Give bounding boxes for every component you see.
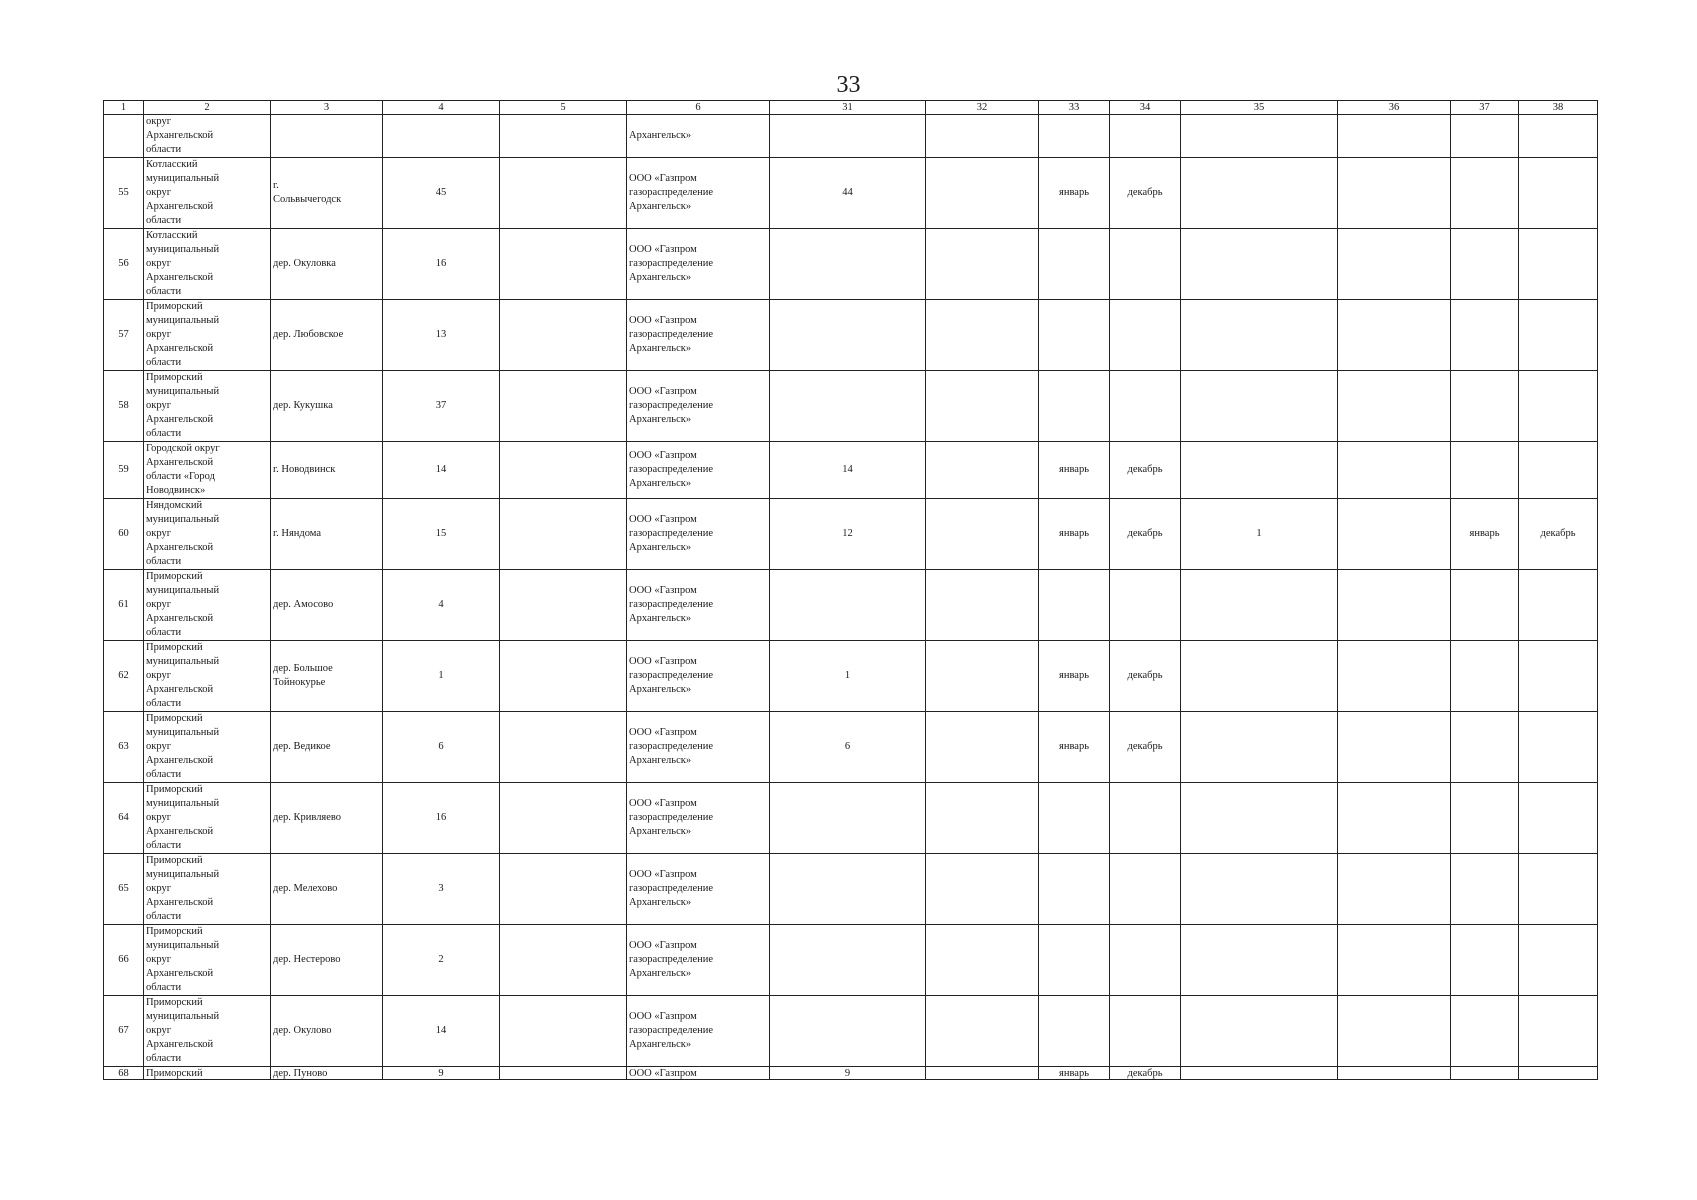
cell-c4: 16	[383, 229, 500, 300]
cell-c5	[500, 371, 627, 442]
table-row	[104, 158, 1598, 229]
cell-c31: 14	[770, 442, 926, 499]
cell-c36	[1338, 1067, 1451, 1080]
cell-c5	[500, 925, 627, 996]
column-header: 31	[770, 101, 926, 115]
cell-org: ООО «Газпром газораспределение Архангельск»	[627, 300, 770, 371]
cell-c33	[1039, 854, 1110, 925]
cell-n: 56	[104, 229, 144, 300]
cell-c36	[1338, 570, 1451, 641]
cell-c32	[926, 854, 1039, 925]
cell-municipality: Приморский муниципальный округ Архангельской области	[144, 570, 271, 641]
cell-c34	[1110, 300, 1181, 371]
cell-c4: 3	[383, 854, 500, 925]
cell-n: 57	[104, 300, 144, 371]
table-row	[104, 641, 1598, 712]
table-row	[104, 1067, 1598, 1080]
cell-c33: январь	[1039, 641, 1110, 712]
cell-municipality: Няндомский муниципальный округ Архангельской области	[144, 499, 271, 570]
cell-c34: декабрь	[1110, 1067, 1181, 1080]
cell-c31: 1	[770, 641, 926, 712]
cell-c38	[1519, 442, 1598, 499]
cell-settlement: г. Новодвинск	[271, 442, 383, 499]
cell-c34	[1110, 115, 1181, 158]
cell-c34	[1110, 570, 1181, 641]
cell-n: 65	[104, 854, 144, 925]
cell-municipality: Городской округ Архангельской области «Город Новодвинск»	[144, 442, 271, 499]
cell-org: ООО «Газпром	[627, 1067, 770, 1080]
cell-n: 59	[104, 442, 144, 499]
cell-c37	[1451, 641, 1519, 712]
cell-c4: 2	[383, 925, 500, 996]
table-row	[104, 570, 1598, 641]
cell-c38: декабрь	[1519, 499, 1598, 570]
cell-settlement: дер. Нестерово	[271, 925, 383, 996]
cell-c31	[770, 300, 926, 371]
cell-c35	[1181, 570, 1338, 641]
column-number-row	[104, 101, 1598, 115]
column-header: 33	[1039, 101, 1110, 115]
cell-c35	[1181, 854, 1338, 925]
cell-n: 66	[104, 925, 144, 996]
cell-municipality: Приморский муниципальный округ Архангельской области	[144, 854, 271, 925]
cell-c37	[1451, 371, 1519, 442]
cell-c38	[1519, 996, 1598, 1067]
cell-n: 64	[104, 783, 144, 854]
cell-settlement: дер. Любовское	[271, 300, 383, 371]
cell-org: ООО «Газпром газораспределение Архангельск»	[627, 783, 770, 854]
column-header: 34	[1110, 101, 1181, 115]
cell-c38	[1519, 854, 1598, 925]
cell-c4: 9	[383, 1067, 500, 1080]
cell-c4: 1	[383, 641, 500, 712]
cell-c33	[1039, 229, 1110, 300]
cell-org: ООО «Газпром газораспределение Архангельск»	[627, 641, 770, 712]
cell-settlement: дер. Амосово	[271, 570, 383, 641]
cell-c36	[1338, 371, 1451, 442]
column-header: 4	[383, 101, 500, 115]
cell-org: ООО «Газпром газораспределение Архангельск»	[627, 371, 770, 442]
cell-c36	[1338, 712, 1451, 783]
cell-c31	[770, 115, 926, 158]
cell-c5	[500, 783, 627, 854]
cell-c32	[926, 115, 1039, 158]
cell-c31	[770, 371, 926, 442]
cell-org: ООО «Газпром газораспределение Архангельск»	[627, 925, 770, 996]
column-header: 32	[926, 101, 1039, 115]
cell-c35	[1181, 300, 1338, 371]
cell-n: 60	[104, 499, 144, 570]
cell-c38	[1519, 300, 1598, 371]
cell-c5	[500, 1067, 627, 1080]
table-row	[104, 442, 1598, 499]
cell-c32	[926, 925, 1039, 996]
cell-c5	[500, 712, 627, 783]
cell-c35	[1181, 371, 1338, 442]
cell-c32	[926, 996, 1039, 1067]
cell-municipality: Котласский муниципальный округ Архангельской области	[144, 229, 271, 300]
cell-c37	[1451, 1067, 1519, 1080]
cell-c31	[770, 229, 926, 300]
cell-c38	[1519, 570, 1598, 641]
cell-c4: 14	[383, 442, 500, 499]
cell-settlement	[271, 115, 383, 158]
cell-municipality: Приморский муниципальный округ Архангельской области	[144, 300, 271, 371]
cell-org: ООО «Газпром газораспределение Архангельск»	[627, 996, 770, 1067]
cell-c35	[1181, 1067, 1338, 1080]
cell-c32	[926, 783, 1039, 854]
cell-c36	[1338, 996, 1451, 1067]
cell-c31	[770, 783, 926, 854]
cell-c33	[1039, 570, 1110, 641]
cell-settlement: дер. Кривляево	[271, 783, 383, 854]
cell-c32	[926, 570, 1039, 641]
cell-c37	[1451, 229, 1519, 300]
cell-c35	[1181, 115, 1338, 158]
cell-municipality: Приморский муниципальный округ Архангельской области	[144, 641, 271, 712]
cell-c32	[926, 1067, 1039, 1080]
cell-c37	[1451, 712, 1519, 783]
cell-c34: декабрь	[1110, 712, 1181, 783]
table-row	[104, 996, 1598, 1067]
cell-c35	[1181, 158, 1338, 229]
table-row	[104, 371, 1598, 442]
cell-c34	[1110, 229, 1181, 300]
column-header: 6	[627, 101, 770, 115]
cell-c34	[1110, 925, 1181, 996]
cell-c5	[500, 854, 627, 925]
cell-c33	[1039, 925, 1110, 996]
cell-c36	[1338, 442, 1451, 499]
table-row	[104, 300, 1598, 371]
cell-municipality: Приморский муниципальный округ Архангельской области	[144, 996, 271, 1067]
cell-settlement: дер. Ведикое	[271, 712, 383, 783]
cell-c4: 13	[383, 300, 500, 371]
table-row	[104, 229, 1598, 300]
table-row	[104, 712, 1598, 783]
cell-settlement: дер. Мелехово	[271, 854, 383, 925]
cell-c32	[926, 641, 1039, 712]
cell-c36	[1338, 229, 1451, 300]
cell-c36	[1338, 925, 1451, 996]
cell-c32	[926, 300, 1039, 371]
cell-c5	[500, 996, 627, 1067]
cell-org: ООО «Газпром газораспределение Архангельск»	[627, 854, 770, 925]
table-row	[104, 925, 1598, 996]
cell-municipality: Приморский муниципальный округ Архангельской области	[144, 712, 271, 783]
cell-settlement: дер. Окулово	[271, 996, 383, 1067]
cell-c35	[1181, 712, 1338, 783]
cell-c33: январь	[1039, 1067, 1110, 1080]
cell-municipality: Приморский муниципальный округ Архангельской области	[144, 925, 271, 996]
cell-c37	[1451, 442, 1519, 499]
cell-c37	[1451, 300, 1519, 371]
cell-c35	[1181, 229, 1338, 300]
cell-c33	[1039, 115, 1110, 158]
cell-settlement: дер. Окуловка	[271, 229, 383, 300]
cell-c36	[1338, 783, 1451, 854]
cell-org: ООО «Газпром газораспределение Архангельск»	[627, 712, 770, 783]
cell-c33	[1039, 996, 1110, 1067]
cell-c36	[1338, 115, 1451, 158]
cell-n: 55	[104, 158, 144, 229]
cell-settlement: г. Сольвычегодск	[271, 158, 383, 229]
cell-c33	[1039, 300, 1110, 371]
cell-c38	[1519, 158, 1598, 229]
cell-c4: 14	[383, 996, 500, 1067]
data-table	[103, 100, 1598, 1080]
cell-c38	[1519, 115, 1598, 158]
cell-c37	[1451, 158, 1519, 229]
cell-c32	[926, 371, 1039, 442]
table-body	[104, 115, 1598, 1080]
cell-c33: январь	[1039, 712, 1110, 783]
table-row	[104, 854, 1598, 925]
cell-c38	[1519, 229, 1598, 300]
cell-c38	[1519, 925, 1598, 996]
cell-settlement: дер. Пуново	[271, 1067, 383, 1080]
cell-c4: 6	[383, 712, 500, 783]
cell-c34: декабрь	[1110, 499, 1181, 570]
cell-c35	[1181, 996, 1338, 1067]
cell-c4	[383, 115, 500, 158]
cell-org: ООО «Газпром газораспределение Архангельск»	[627, 158, 770, 229]
cell-c37	[1451, 783, 1519, 854]
cell-n: 68	[104, 1067, 144, 1080]
cell-org: Архангельск»	[627, 115, 770, 158]
cell-c34: декабрь	[1110, 641, 1181, 712]
cell-c31	[770, 854, 926, 925]
cell-c37: январь	[1451, 499, 1519, 570]
table-row	[104, 783, 1598, 854]
cell-c5	[500, 442, 627, 499]
cell-c37	[1451, 996, 1519, 1067]
cell-c31	[770, 996, 926, 1067]
column-header: 3	[271, 101, 383, 115]
cell-c37	[1451, 925, 1519, 996]
cell-c32	[926, 158, 1039, 229]
cell-n	[104, 115, 144, 158]
cell-c36	[1338, 499, 1451, 570]
cell-c35	[1181, 783, 1338, 854]
cell-c37	[1451, 115, 1519, 158]
cell-c32	[926, 442, 1039, 499]
column-header: 2	[144, 101, 271, 115]
cell-c32	[926, 229, 1039, 300]
cell-c4: 37	[383, 371, 500, 442]
cell-c38	[1519, 1067, 1598, 1080]
cell-c36	[1338, 158, 1451, 229]
cell-c4: 16	[383, 783, 500, 854]
cell-n: 62	[104, 641, 144, 712]
table-row	[104, 499, 1598, 570]
cell-c32	[926, 712, 1039, 783]
page-number: 33	[836, 72, 861, 98]
cell-c34	[1110, 371, 1181, 442]
cell-c31	[770, 570, 926, 641]
cell-municipality: Котласский муниципальный округ Архангельской области	[144, 158, 271, 229]
cell-c37	[1451, 854, 1519, 925]
cell-settlement: г. Няндома	[271, 499, 383, 570]
cell-c34: декабрь	[1110, 158, 1181, 229]
column-header: 1	[104, 101, 144, 115]
cell-n: 63	[104, 712, 144, 783]
cell-c37	[1451, 570, 1519, 641]
cell-c33	[1039, 783, 1110, 854]
cell-c33	[1039, 371, 1110, 442]
cell-c34	[1110, 854, 1181, 925]
cell-settlement: дер. Большое Тойнокурье	[271, 641, 383, 712]
cell-c5	[500, 158, 627, 229]
cell-c38	[1519, 712, 1598, 783]
cell-c5	[500, 229, 627, 300]
cell-c5	[500, 570, 627, 641]
cell-c31: 6	[770, 712, 926, 783]
cell-c36	[1338, 854, 1451, 925]
cell-c35	[1181, 925, 1338, 996]
cell-c34: декабрь	[1110, 442, 1181, 499]
cell-c35	[1181, 442, 1338, 499]
cell-org: ООО «Газпром газораспределение Архангельск»	[627, 229, 770, 300]
cell-c36	[1338, 641, 1451, 712]
cell-c35: 1	[1181, 499, 1338, 570]
cell-c4: 15	[383, 499, 500, 570]
cell-c31	[770, 925, 926, 996]
cell-c38	[1519, 371, 1598, 442]
cell-c31: 44	[770, 158, 926, 229]
cell-municipality: Приморский муниципальный округ Архангельской области	[144, 371, 271, 442]
cell-municipality: округ Архангельской области	[144, 115, 271, 158]
cell-c34	[1110, 783, 1181, 854]
cell-c4: 4	[383, 570, 500, 641]
column-header: 36	[1338, 101, 1451, 115]
cell-c38	[1519, 783, 1598, 854]
cell-org: ООО «Газпром газораспределение Архангельск»	[627, 442, 770, 499]
column-header: 37	[1451, 101, 1519, 115]
cell-org: ООО «Газпром газораспределение Архангельск»	[627, 499, 770, 570]
cell-c34	[1110, 996, 1181, 1067]
cell-c36	[1338, 300, 1451, 371]
cell-c5	[500, 300, 627, 371]
cell-c33: январь	[1039, 499, 1110, 570]
cell-municipality: Приморский муниципальный округ Архангельской области	[144, 783, 271, 854]
cell-c5	[500, 641, 627, 712]
cell-c33: январь	[1039, 442, 1110, 499]
column-header: 5	[500, 101, 627, 115]
cell-c31: 12	[770, 499, 926, 570]
cell-c38	[1519, 641, 1598, 712]
cell-c33: январь	[1039, 158, 1110, 229]
cell-c5	[500, 115, 627, 158]
table-row	[104, 115, 1598, 158]
cell-c5	[500, 499, 627, 570]
cell-c32	[926, 499, 1039, 570]
cell-c35	[1181, 641, 1338, 712]
cell-settlement: дер. Кукушка	[271, 371, 383, 442]
cell-n: 61	[104, 570, 144, 641]
cell-c4: 45	[383, 158, 500, 229]
cell-n: 67	[104, 996, 144, 1067]
column-header: 38	[1519, 101, 1598, 115]
column-header: 35	[1181, 101, 1338, 115]
cell-municipality: Приморский	[144, 1067, 271, 1080]
cell-c31: 9	[770, 1067, 926, 1080]
cell-n: 58	[104, 371, 144, 442]
cell-org: ООО «Газпром газораспределение Архангельск»	[627, 570, 770, 641]
